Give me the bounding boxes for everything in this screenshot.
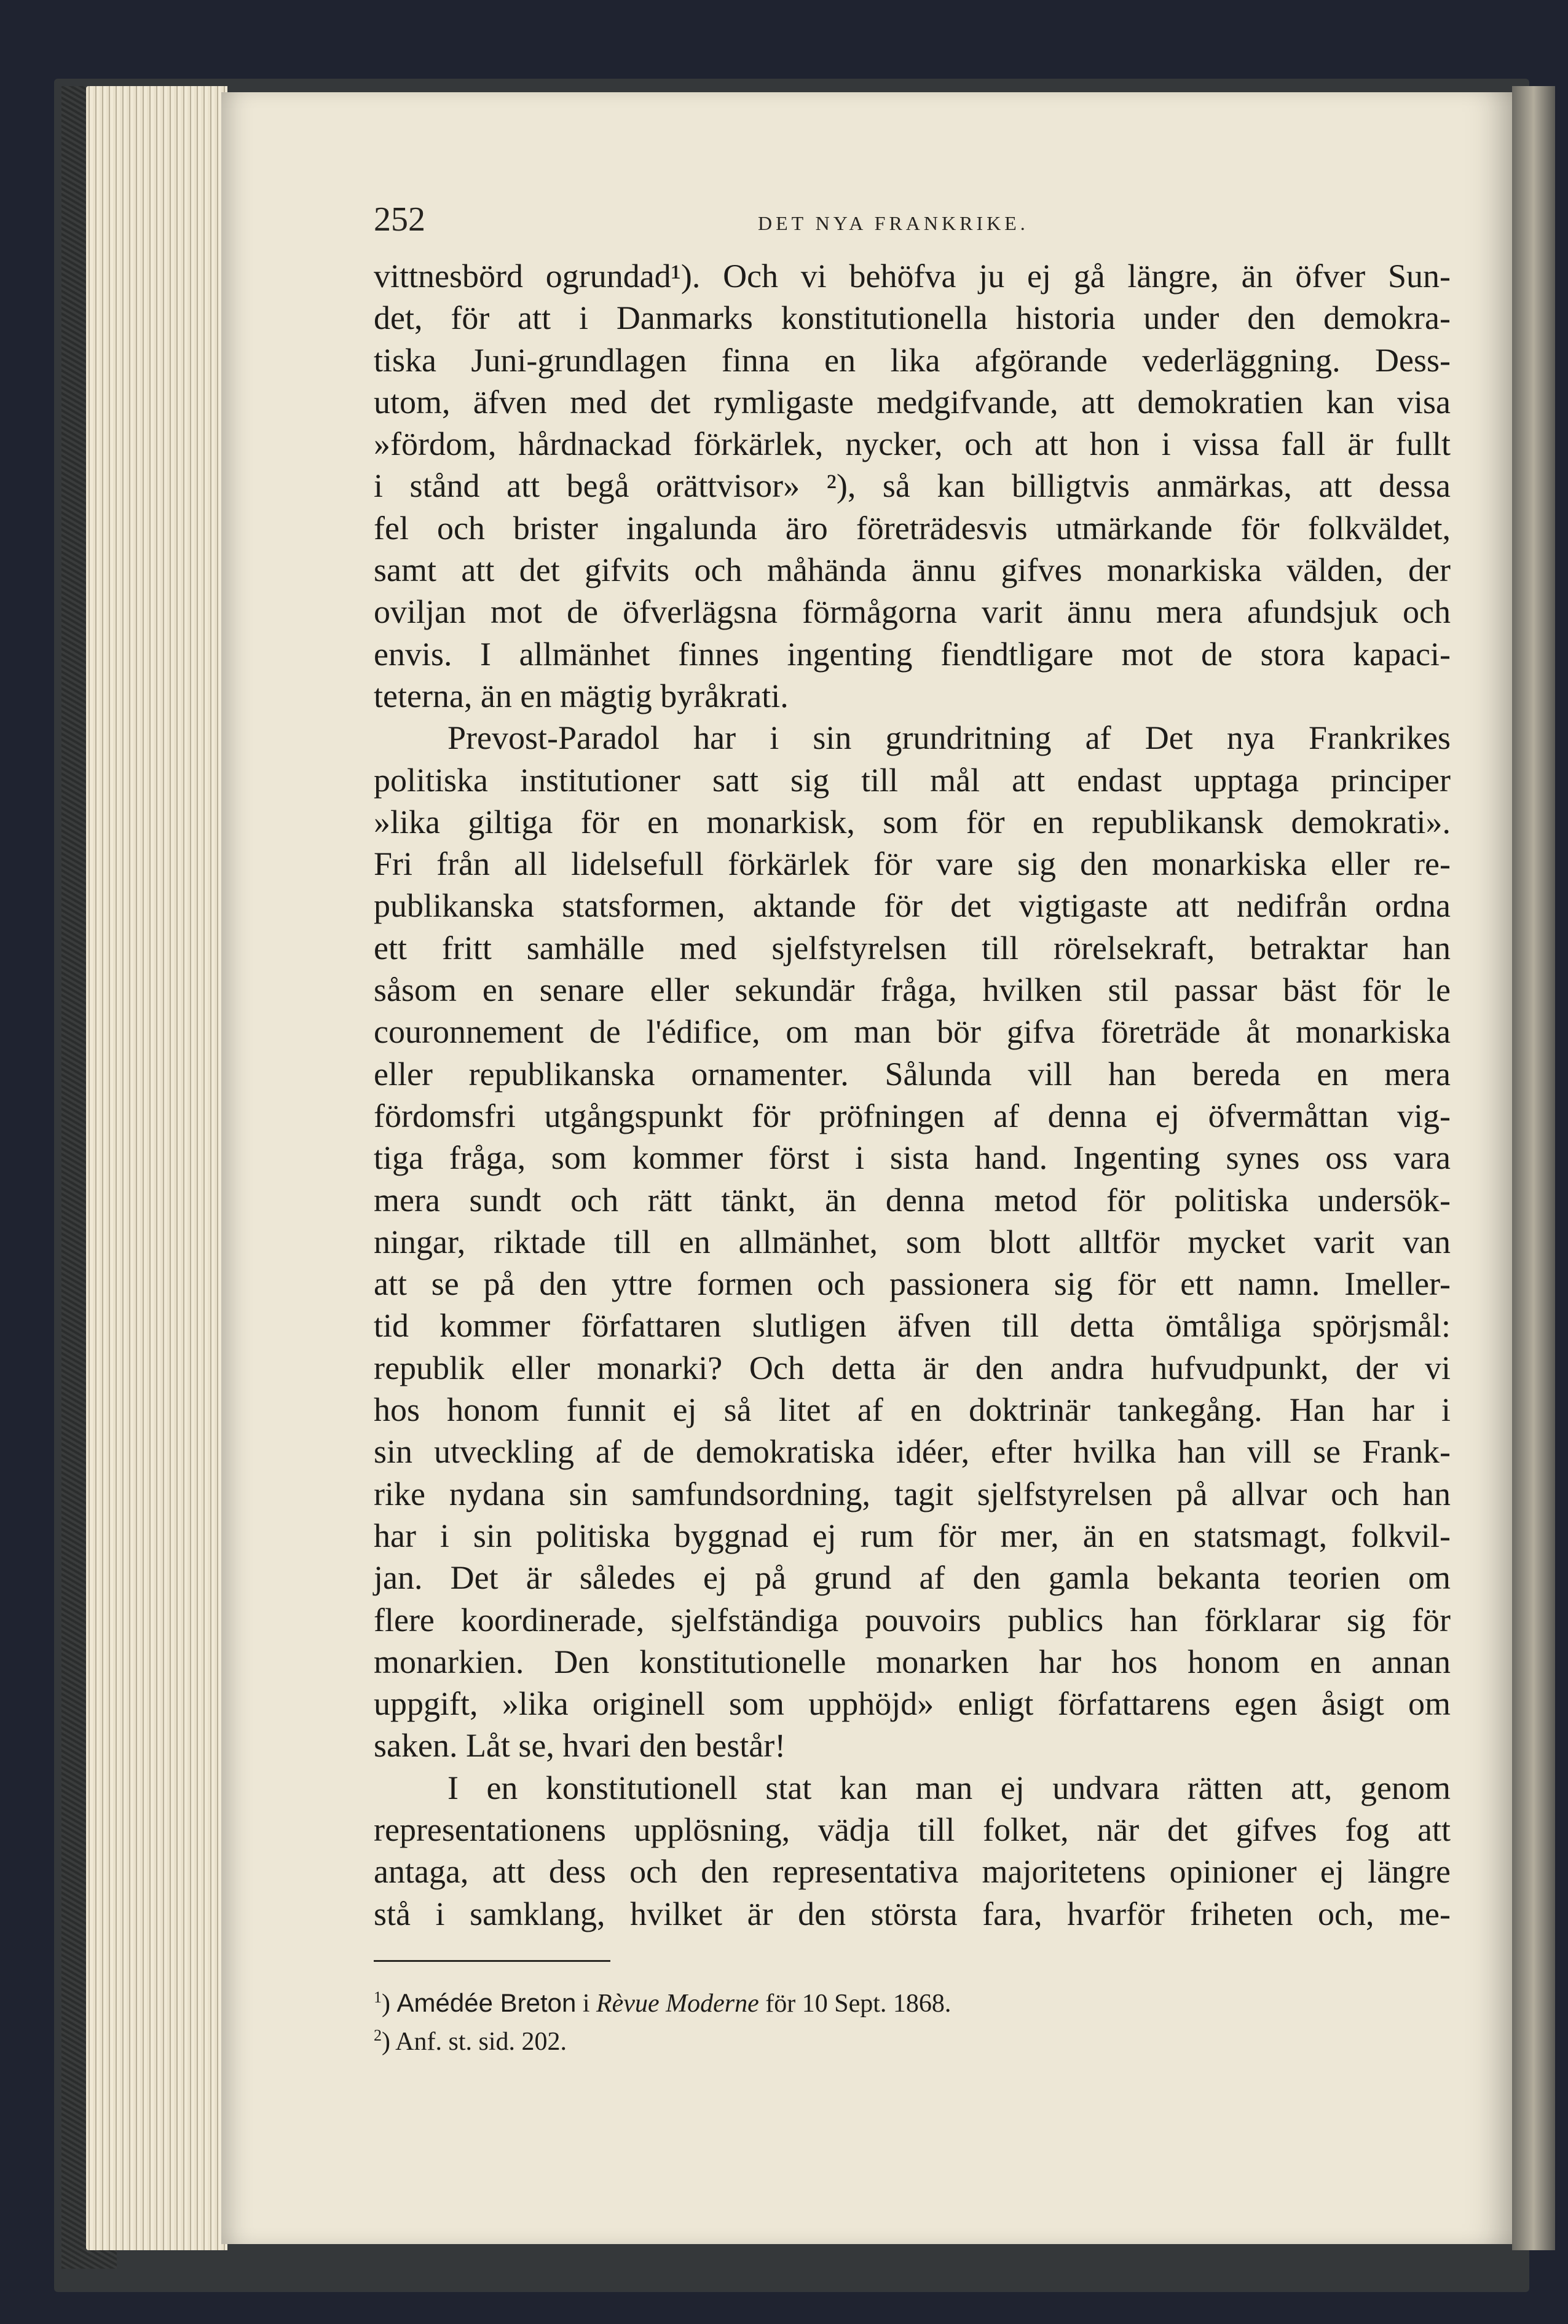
text-line: sin utveckling af de demokratiska idéer, efter hvilka han vill se Frank-: [374, 1433, 1451, 1471]
text-line: i stånd att begå orättvisor» ²), så kan billigtvis anmärkas, att dessa: [374, 467, 1451, 505]
text-line: ningar, riktade till en allmänhet, som blott alltför mycket varit van: [374, 1223, 1451, 1260]
footnote-rest: för 10 Sept. 1868.: [765, 1990, 951, 2018]
text-line: monarkien. Den konstitutionelle monarken har hos honom en annan: [374, 1643, 1451, 1680]
footnotes: [374, 1978, 1419, 2055]
text-line: vittnesbörd ogrundad¹). Och vi behöfva ju ej gå längre, än öfver Sun-: [374, 258, 1451, 294]
text-line: har i sin politiska byggnad ej rum för mer, än en statsmagt, folkvil-: [374, 1517, 1451, 1554]
text-line: hos honom funnit ej så litet af en doktrinär tankegång. Han har i: [374, 1391, 1451, 1429]
text-line: fördomsfri utgångspunkt för pröfningen af denna ej öfvermåttan vig-: [374, 1097, 1451, 1134]
text-line: fel och brister ingalunda äro företrädesvis utmärkande för folkväldet,: [374, 509, 1451, 547]
text-line: »fördom, hårdnackad förkärlek, nycker, och att hon i vissa fall är fullt: [374, 425, 1451, 463]
text-line: tiska Juni-grundlagen finna en lika afgörande vederläggning. Dess-: [374, 341, 1451, 379]
text-line: I en konstitutionell stat kan man ej undvara rätten att, genom: [447, 1769, 1451, 1806]
text-line: oviljan mot de öfverlägsna förmågorna varit ännu mera afundsjuk och: [374, 593, 1451, 631]
text-line: samt att det gifvits och måhända ännu gifves monarkiska välden, der: [374, 551, 1451, 589]
text-line: jan. Det är således ej på grund af den gamla bekanta teorien om: [374, 1559, 1451, 1597]
text-line: envis. I allmänhet finnes ingenting fiendtligare mot de stora kapaci-: [374, 635, 1451, 673]
text-line: Prevost-Paradol har i sin grundritning af Det nya Frankrikes: [447, 719, 1451, 757]
text-line: mera sundt och rätt tänkt, än denna metod för politiska undersök-: [374, 1181, 1451, 1219]
text-line: republik eller monarki? Och detta är den andra hufvudpunkt, der vi: [374, 1349, 1451, 1386]
text-line: stå i samklang, hvilket är den största fara, hvarför friheten och, me-: [374, 1895, 1451, 1932]
text-line: teterna, än en mägtig byråkrati.: [374, 677, 789, 714]
running-title: DET NYA FRANKRIKE.: [758, 212, 1029, 234]
text-line: couronnement de l'édifice, om man bör gifva företräde åt monarkiska: [374, 1013, 1451, 1051]
footnote-mark: 1: [374, 1988, 382, 2006]
text-line: det, för att i Danmarks konstitutionella historia under den demokra-: [374, 299, 1451, 337]
page-edges: [86, 86, 227, 2250]
text-line: tid kommer författaren slutligen äfven till detta ömtåliga spörjsmål:: [374, 1307, 1451, 1345]
footnote-mark: 2: [374, 2026, 382, 2044]
text-line: politiska institutioner satt sig till mål att endast upptaga principer: [374, 761, 1451, 799]
footnote-rule: [374, 1960, 610, 1962]
footnote-text: Anf. st. sid. 202.: [395, 2028, 567, 2056]
text-line: att se på den yttre formen och passionera sig för ett namn. Imeller-: [374, 1265, 1451, 1303]
page-number: 252: [374, 200, 425, 239]
body-text: [374, 255, 1451, 1935]
text-line: eller republikanska ornamenter. Sålunda vill han bereda en mera: [374, 1055, 1451, 1093]
text-line: rike nydana sin samfundsordning, tagit sjelfstyrelsen på allvar och han: [374, 1475, 1451, 1512]
running-header: [374, 200, 1451, 237]
footnote-journal: Rèvue Moderne: [596, 1990, 759, 2018]
text-line: Fri från all lidelsefull förkärlek för vare sig den monarkiska eller re-: [374, 845, 1451, 883]
text-line: »lika giltiga för en monarkisk, som för en republikansk demokrati».: [374, 803, 1451, 840]
text-line: utom, äfven med det rymligaste medgifvande, att demokratien kan visa: [374, 383, 1451, 421]
footnote-connector: i: [582, 1990, 590, 2018]
text-line: tiga fråga, som kommer först i sista hand. Ingenting synes oss vara: [374, 1139, 1451, 1177]
page-gutter-shadow: [1512, 86, 1555, 2250]
text-line: publikanska statsformen, aktande för det vigtigaste att nedifrån ordna: [374, 887, 1451, 925]
text-line: saken. Låt se, hvari den består!: [374, 1727, 786, 1765]
text-line: representationens upplösning, vädja till folket, när det gifves fog att: [374, 1811, 1451, 1848]
footnote-author: Amédée Breton: [396, 1988, 577, 2017]
text-line: uppgift, »lika originell som upphöjd» enligt författarens egen åsigt om: [374, 1685, 1451, 1723]
text-line: såsom en senare eller sekundär fråga, hvilken stil passar bäst för le: [374, 971, 1451, 1009]
footnote-1: $^1$) Amédée Breton i Rèvue Moderne för 10 Sept. 1868.: [374, 1988, 951, 2018]
text-line: ett fritt samhälle med sjelfstyrelsen till rörelsekraft, betraktar han: [374, 929, 1451, 966]
text-line: flere koordinerade, sjelfständiga pouvoirs publics han förklarar sig för: [374, 1601, 1451, 1638]
footnote-2: $^2$) Anf. st. sid. 202.: [374, 2026, 567, 2056]
text-line: antaga, att dess och den representativa majoritetens opinioner ej längre: [374, 1853, 1451, 1891]
